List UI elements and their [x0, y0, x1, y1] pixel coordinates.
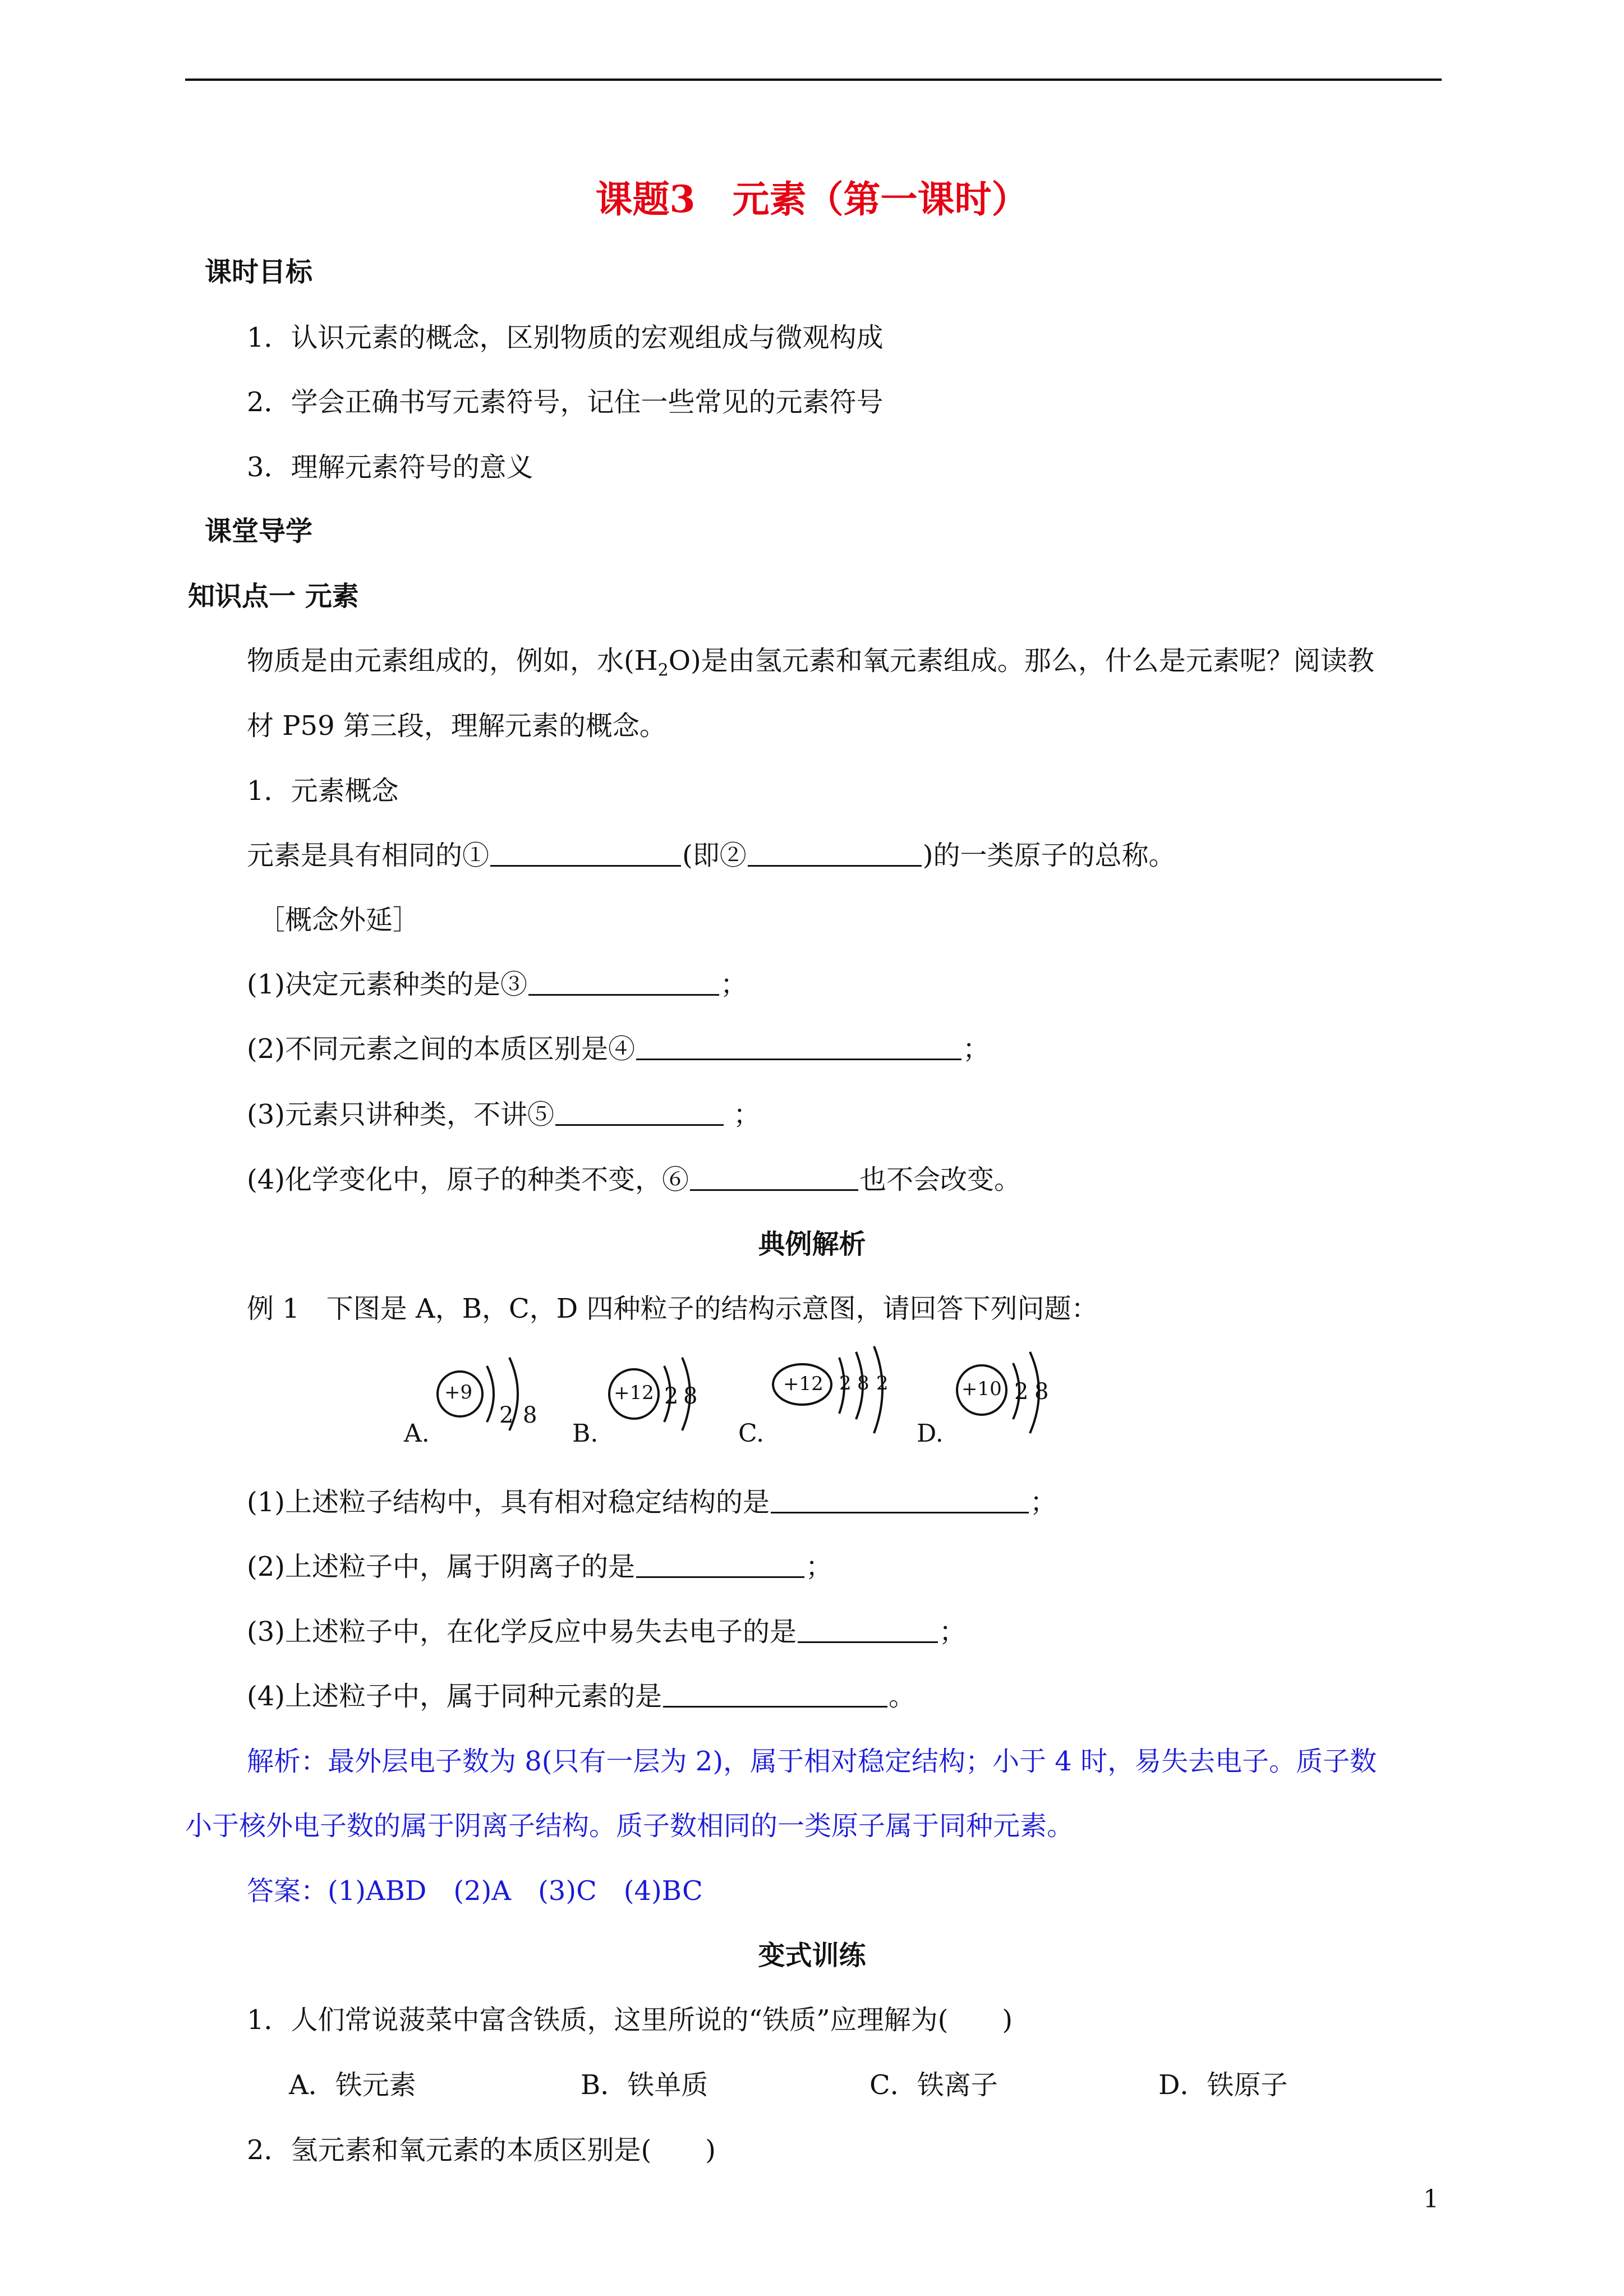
option-d[interactable]: D．铁原子	[1158, 2069, 1288, 2101]
objective-3: 3．理解元素符号的意义	[247, 452, 533, 483]
question-4: (4)上述粒子中，属于同种元素的是 。	[247, 1681, 916, 1712]
header-rule	[185, 79, 1442, 81]
nucleus-charge: +12	[783, 1373, 823, 1395]
answer-blank-4[interactable]	[663, 1681, 887, 1708]
blank-1[interactable]	[490, 840, 681, 867]
page-number: 1	[1423, 2185, 1439, 2214]
example-intro: 例 1 下图是 A，B，C，D 四种粒子的结构示意图，请回答下列问题：	[247, 1293, 1098, 1324]
ext-1: (1)决定元素种类的是③ ；	[247, 969, 748, 1000]
atom-a	[393, 1335, 561, 1458]
shell-count: 8	[523, 1402, 537, 1428]
blank-2[interactable]	[748, 840, 922, 867]
atom-c	[729, 1335, 920, 1458]
shell-count: 8	[1034, 1379, 1049, 1405]
question-3: (3)上述粒子中，在化学反应中易失去电子的是 ；	[247, 1616, 967, 1648]
answer-blank-1[interactable]	[771, 1487, 1029, 1513]
example-heading: 典例解析	[758, 1228, 866, 1260]
atom-label: D.	[917, 1419, 944, 1448]
answer-line: 答案：(1)ABD (2)A (3)C (4)BC	[247, 1875, 703, 1907]
atom-label: C.	[738, 1419, 765, 1448]
guide-heading: 课堂导学	[205, 516, 313, 547]
shell-count: 2	[664, 1383, 679, 1409]
concept-line: 元素是具有相同的① (即② )的一类原子的总称。	[247, 840, 1176, 871]
practice-heading: 变式训练	[758, 1940, 866, 1971]
shell-count: 2	[499, 1402, 514, 1428]
atom-d	[917, 1335, 1099, 1458]
objective-2: 2．学会正确书写元素符号，记住一些常见的元素符号	[247, 386, 884, 418]
blank-5[interactable]	[555, 1099, 724, 1126]
page-title: 课题3 元素（第一课时）	[595, 177, 1029, 221]
analysis-line-1: 解析：最外层电子数为 8(只有一层为 2)，属于相对稳定结构；小于 4 时，易失去电子。质子数	[247, 1746, 1377, 1777]
answer-blank-2[interactable]	[636, 1552, 804, 1578]
atom-b	[561, 1335, 729, 1458]
objective-1: 1．认识元素的概念，区别物质的宏观组成与微观构成	[247, 322, 884, 353]
ext-3: (3)元素只讲种类，不讲⑤ ；	[247, 1099, 761, 1130]
question-2: (2)上述粒子中，属于阴离子的是 ；	[247, 1551, 833, 1582]
intro-line-2: 材 P59 第三段，理解元素的概念。	[247, 710, 666, 742]
shell-arc	[487, 1366, 494, 1422]
shell-count: 8	[857, 1372, 869, 1395]
atom-diagrams	[393, 1335, 1122, 1458]
shell-count: 8	[683, 1383, 698, 1409]
answer-blank-3[interactable]	[798, 1617, 938, 1643]
atom-label: B.	[572, 1419, 599, 1448]
nucleus-charge: +12	[614, 1382, 654, 1404]
option-b[interactable]: B．铁单质	[581, 2069, 709, 2101]
shell-count: 2	[1014, 1379, 1029, 1405]
ext-2: (2)不同元素之间的本质区别是④ ；	[247, 1033, 990, 1065]
blank-6[interactable]	[690, 1165, 858, 1191]
shell-count: 2	[876, 1372, 889, 1395]
ext-4: (4)化学变化中，原子的种类不变，⑥ 也不会改变。	[247, 1164, 1022, 1195]
practice-q2: 2．氢元素和氧元素的本质区别是( )	[247, 2134, 716, 2166]
practice-q1: 1．人们常说菠菜中富含铁质，这里所说的“铁质”应理解为( )	[247, 2004, 1013, 2036]
option-c[interactable]: C．铁离子	[869, 2069, 998, 2101]
shell-count: 2	[839, 1372, 852, 1395]
blank-3[interactable]	[528, 969, 719, 996]
atom-label: A.	[404, 1419, 430, 1448]
intro-line-1: 物质是由元素组成的，例如，水$(H_2O)$是由氢元素和氧元素组成。那么，什么是元素呢？阅读教	[247, 645, 1374, 680]
option-a[interactable]: A．铁元素	[289, 2069, 416, 2101]
knowledge-heading: 知识点一 元素	[188, 581, 359, 612]
concept-heading: 1．元素概念	[247, 775, 399, 807]
objectives-heading: 课时目标	[205, 256, 313, 288]
analysis-line-2: 小于核外电子数的属于阴离子结构。质子数相同的一类原子属于同种元素。	[185, 1810, 1074, 1842]
nucleus-charge: +9	[444, 1381, 473, 1404]
nucleus-charge: +10	[961, 1378, 1002, 1400]
ext-heading: ［概念外延］	[258, 904, 420, 936]
blank-4[interactable]	[636, 1034, 961, 1060]
question-1: (1)上述粒子结构中，具有相对稳定结构的是 ；	[247, 1487, 1057, 1518]
